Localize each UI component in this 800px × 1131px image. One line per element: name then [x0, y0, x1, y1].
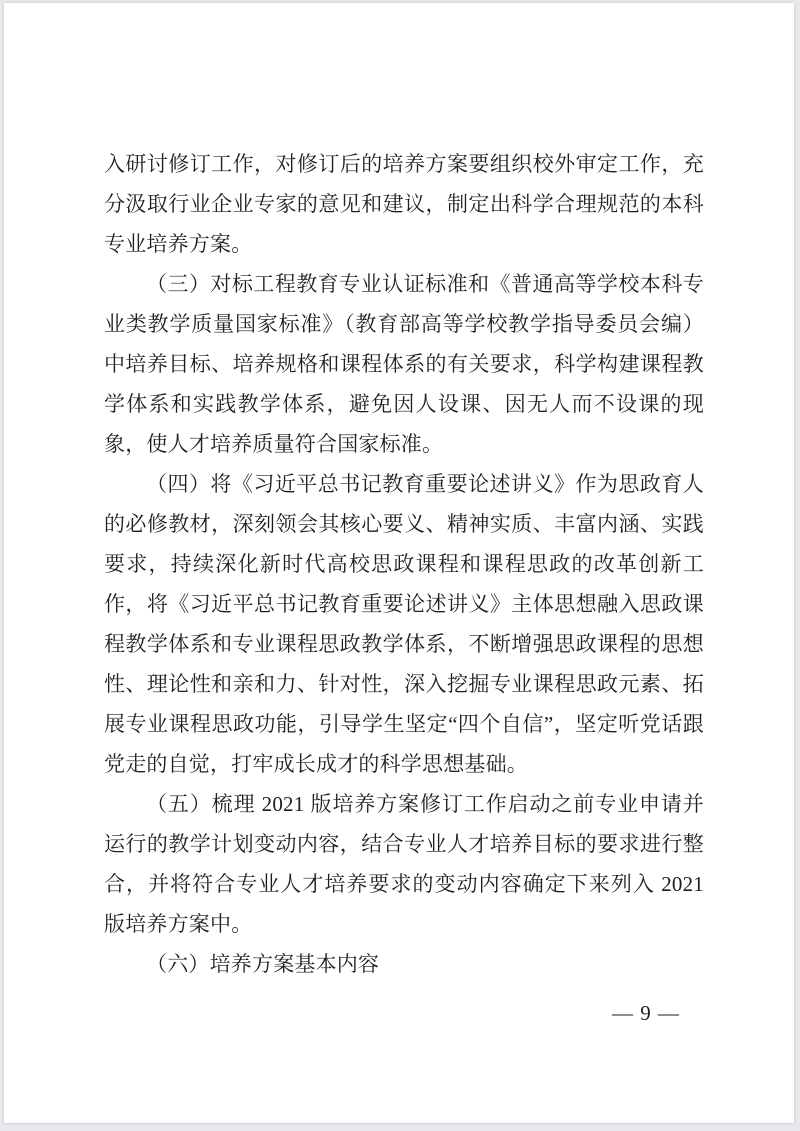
paragraph: （三）对标工程教育专业认证标准和《普通高等学校本科专业类教学质量国家标准》（教育部高等学校教学指导委员会编）中培养目标、培养规格和课程体系的有关要求，科学构建课程教学体系和实践教学体系，避免因人设课、因无人而不设课的现象，使人才培养质量符合国家标准。 [104, 272, 704, 456]
paragraph: 入研讨修订工作，对修订后的培养方案要组织校外审定工作，充分汲取行业企业专家的意见和建议，制定出科学合理规范的本科专业培养方案。 [104, 152, 704, 256]
page-number: — 9 — [612, 1001, 680, 1025]
paragraph: （六）培养方案基本内容 [146, 952, 380, 976]
document-page [4, 3, 794, 1123]
paragraph: （四）将《习近平总书记教育重要论述讲义》作为思政育人的必修教材，深刻领会其核心要义、精神实质、丰富内涵、实践要求，持续深化新时代高校思政课程和课程思政的改革创新工作，将《习近平总书记教育重要论述讲义》主体思想融入思政课程教学体系和专业课程思政教学体系，不断增强思政课程的思想性、理论性和亲和力、针对性，深入挖掘专业课程思政元素、拓展专业课程思政功能，引导学生坚定“四个自信”，坚定听党话跟党走的自觉，打牢成长成才的科学思想基础。 [104, 472, 704, 776]
paragraph: （五）梳理 2021 版培养方案修订工作启动之前专业申请并运行的教学计划变动内容，结合专业人才培养目标的要求进行整合，并将符合专业人才培养要求的变动内容确定下来列入 2021 版培养方案中。 [104, 792, 704, 936]
document-body [104, 144, 704, 984]
